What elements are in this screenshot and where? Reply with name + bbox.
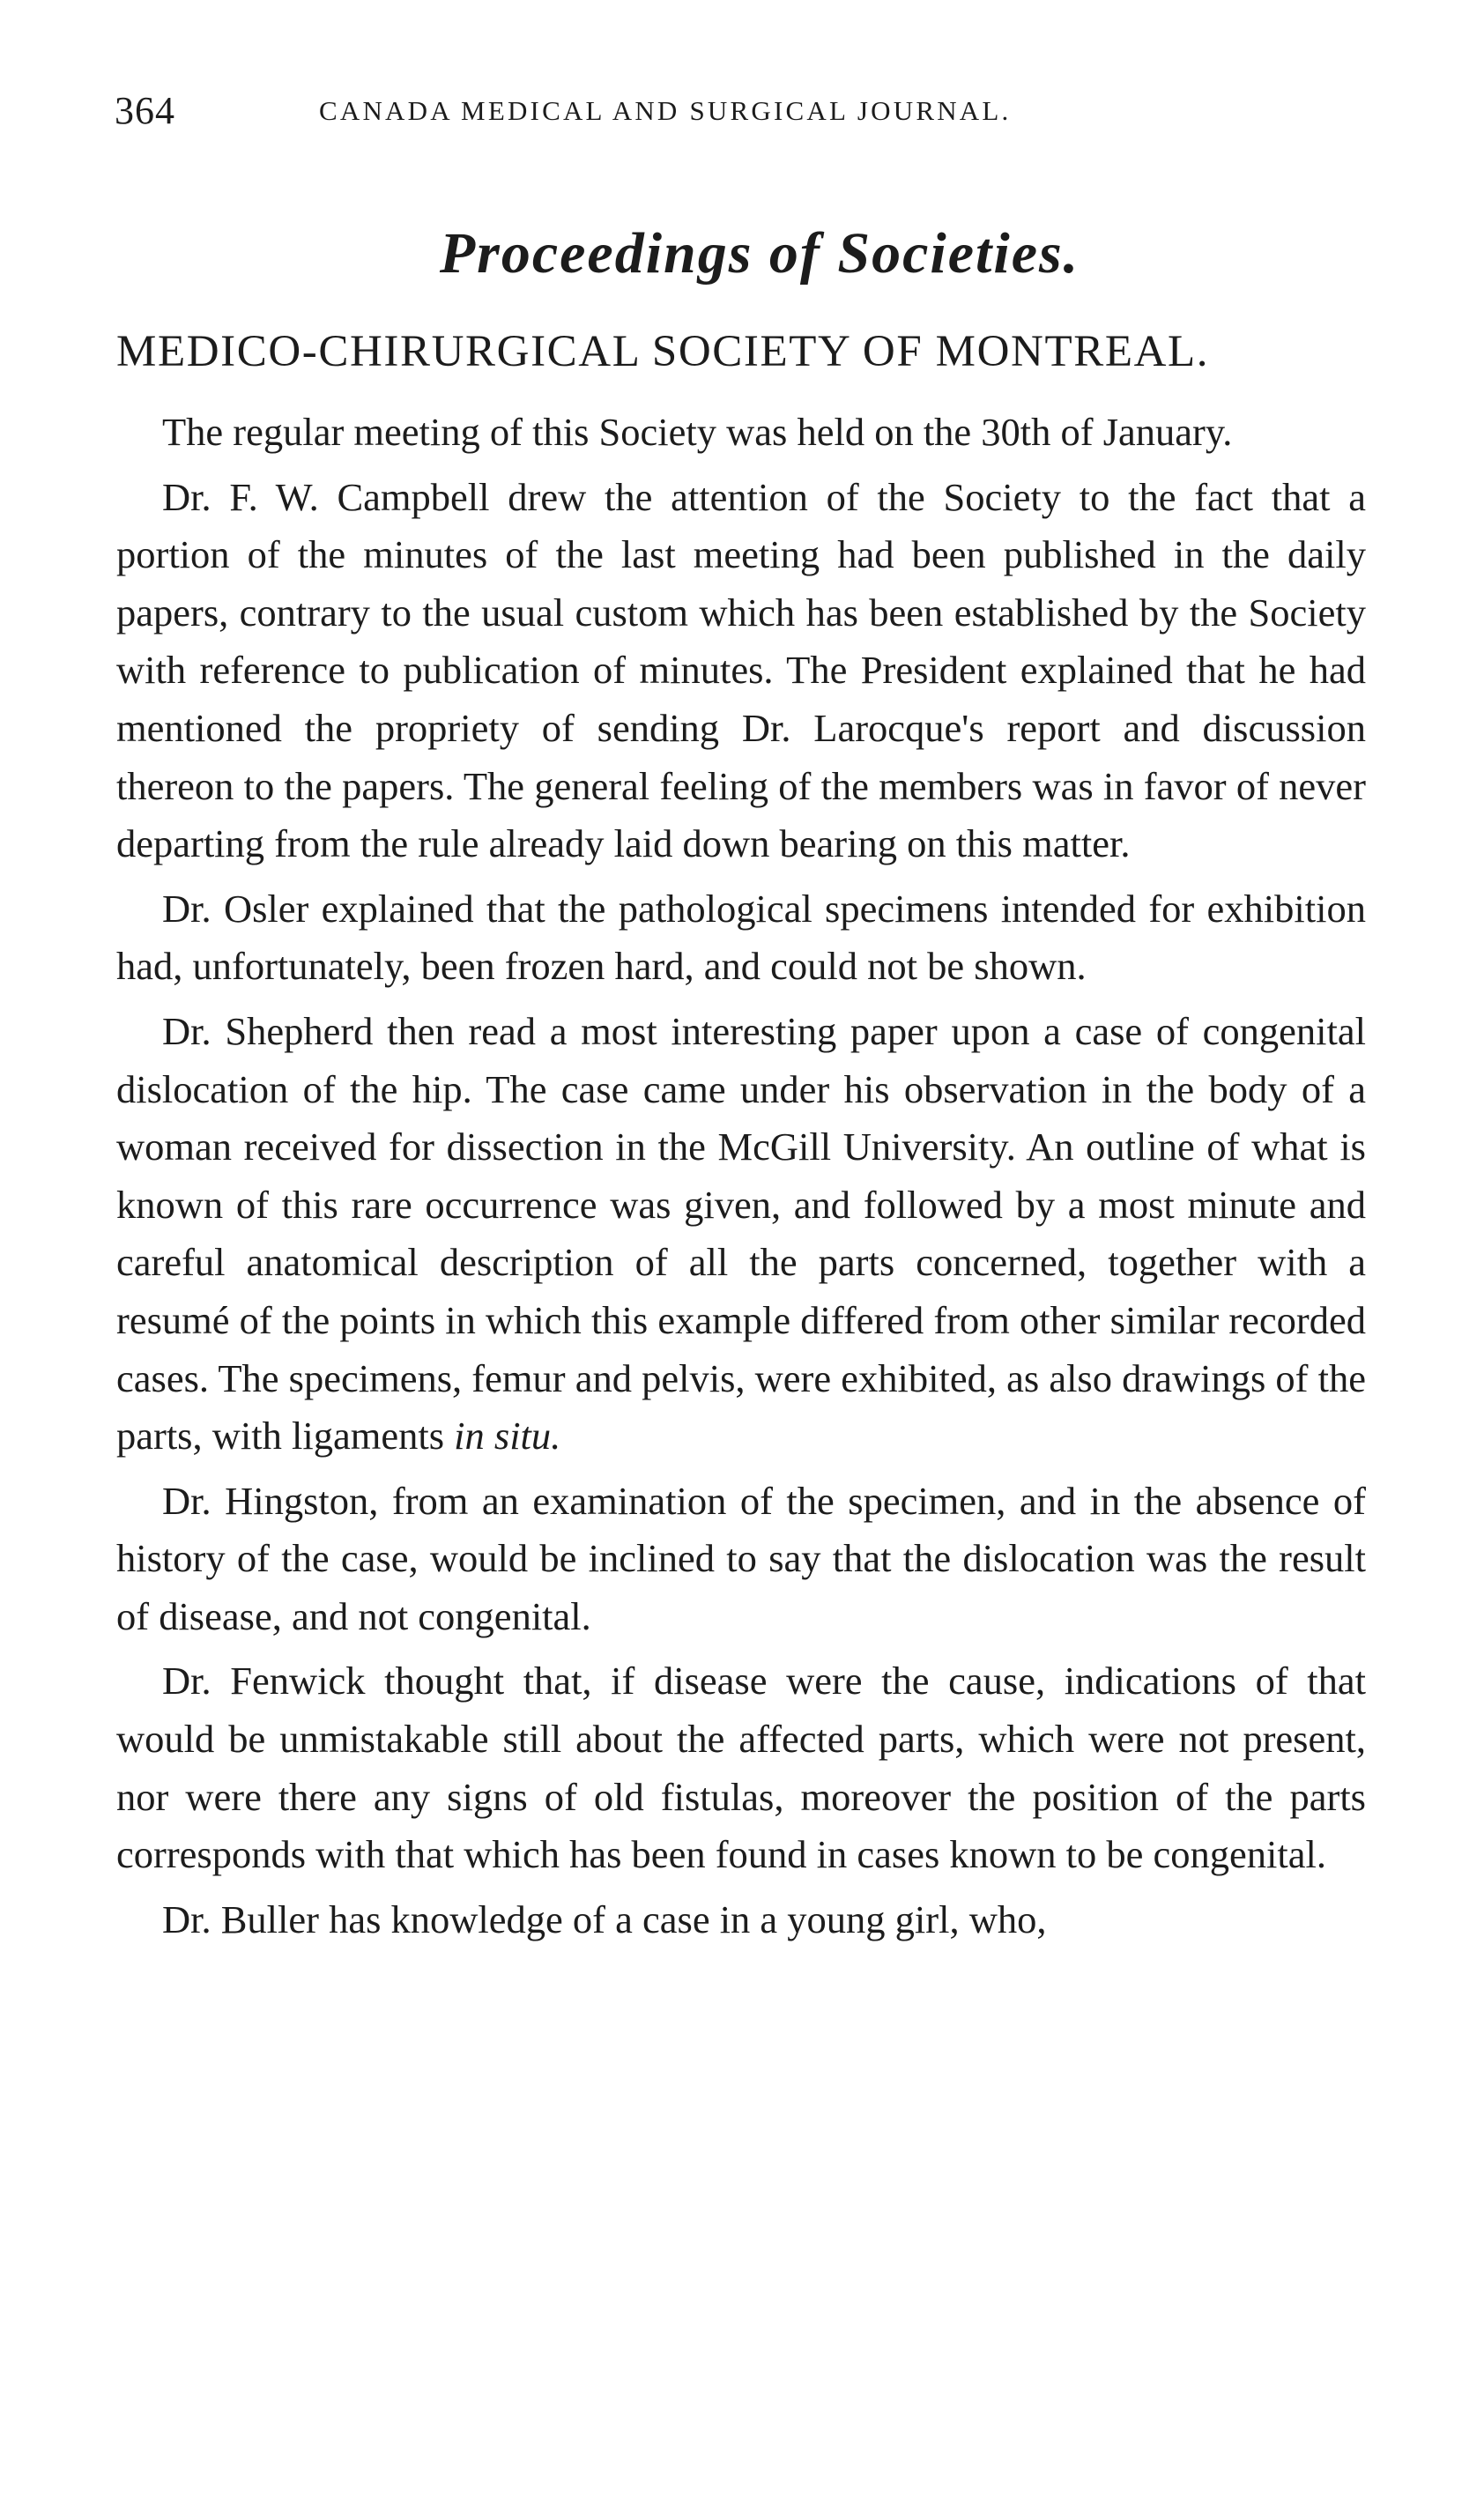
- paragraph-meeting: The regular meeting of this Society was held on the 30th of January.: [162, 410, 1233, 454]
- page-number: 364: [115, 89, 175, 132]
- article-body: [116, 404, 1366, 1956]
- paragraph-buller: Dr. Buller has knowledge of a case in a young girl, who,: [162, 1896, 1047, 1941]
- journal-title: CANADA MEDICAL AND SURGICAL JOURNAL.: [319, 95, 1012, 126]
- section-heading: Proceedings of Societies.: [439, 221, 1080, 286]
- running-head: [115, 88, 1366, 141]
- paragraph-shepherd-text: Dr. Shepherd then read a most interesting paper upon a case of congenital dislocation of the hip. The case came under his observation in the body of a woman received for dissection in the McGill University. An outline of what is known of this rare occurrence was given, and followed by a most minute and careful anatomical description of all the parts concerned, together with a resumé of the points in which this example differed from other similar recorded cases. The specimens, femur and pelvis, were exhibited, as also drawings of the parts, with ligaments: [116, 1008, 1366, 1459]
- paragraph-shepherd: [116, 1003, 1366, 1466]
- paragraph-hingston: Dr. Hingston, from an examination of the specimen, and in the absence of history of the case, would be inclined to say that the dislocation was the result of disease, and not congenital.: [116, 1478, 1366, 1638]
- paragraph-campbell: Dr. F. W. Campbell drew the attention of the Society to the fact that a portion of the minutes of the last meeting had been published in the daily papers, contrary to the usual custom which has been established by the Society with reference to publication of minutes. The President explained that he had mentioned the propriety of sending Dr. Larocque's report and discussion thereon to the papers. The general feeling of the members was in favor of never departing from the rule already laid down bearing on this matter.: [116, 474, 1366, 866]
- paragraph-osler: Dr. Osler explained that the pathological specimens intended for exhibition had, unfortunately, been frozen hard, and could not be shown.: [116, 886, 1366, 989]
- society-name: MEDICO-CHIRURGICAL SOCIETY OF MONTREAL.: [116, 327, 1210, 376]
- paragraph-shepherd-italic: in situ.: [454, 1414, 561, 1459]
- paragraph-fenwick: Dr. Fenwick thought that, if disease were the cause, indications of that would be unmistakable still about the affected parts, which were not present, nor were there any signs of old fistulas, moreover the position of the parts corresponds with that which has been found in cases known to be congenital.: [116, 1659, 1366, 1877]
